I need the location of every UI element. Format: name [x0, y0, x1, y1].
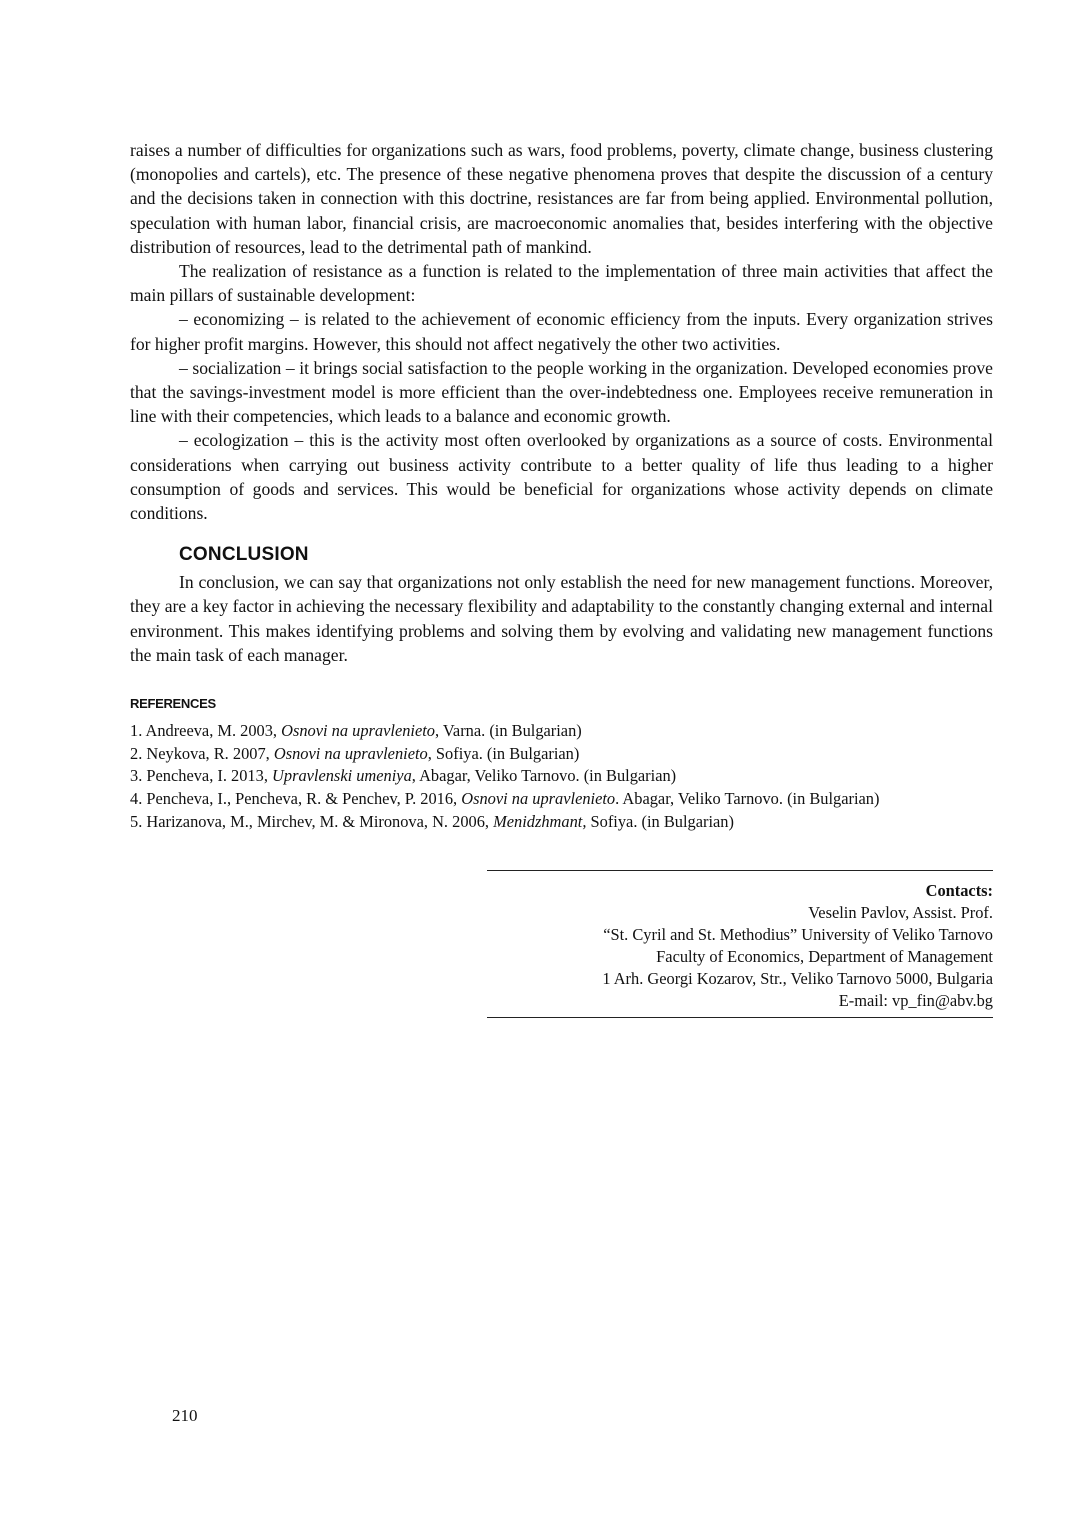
reference-title: Upravlenski umeniya — [272, 766, 412, 786]
references-list — [130, 720, 993, 833]
contact-university: “St. Cyril and St. Methodius” University of Veliko Tarnovo — [603, 925, 993, 944]
reference-authors: 2. Neykova, R. 2007, — [130, 743, 274, 763]
reference-title: Osnovi na upravlenieto — [461, 789, 616, 809]
reference-publisher: , Varna. (in Bulgarian) — [435, 721, 582, 741]
contact-name: Veselin Pavlov, Assist. Prof. — [808, 903, 993, 922]
contacts-title: Contacts: — [925, 881, 993, 900]
page-number: 210 — [172, 1406, 198, 1425]
references-heading: REFERENCES — [130, 696, 216, 712]
reference-item — [130, 811, 993, 834]
body-paragraph: – economizing – is related to the achievement of economic efficiency from the inputs. Every organization strives for higher profit margins. However, this should not affect negatively the other two activities. — [130, 309, 993, 354]
reference-title: Osnovi na upravlenieto — [281, 721, 436, 741]
reference-publisher: Sofiya. (in Bulgarian) — [586, 811, 734, 831]
reference-authors: 3. Pencheva, I. 2013, — [130, 766, 273, 786]
conclusion-paragraph: In conclusion, we can say that organizations not only establish the need for new management functions. Moreover, they are a key factor in achieving the necessary flexibility and adaptability to the constantly changing external and internal environment. This makes identifying problems and solving them by evolving and validating new management functions the main task of each manager. — [130, 572, 993, 665]
body-paragraph: – ecologization – this is the activity most often overlooked by organizations as a source of costs. Environmental considerations when carrying out business activity contribute to a better quality of life thus leading to a higher consumption of goods and services. This would be beneficial for organizations whose activity depends on climate conditions. — [130, 430, 993, 524]
body-paragraph: The realization of resistance as a function is related to the implementation of three main activities that affect the main pillars of sustainable development: — [130, 261, 993, 306]
body-paragraph: – socialization – it brings social satisfaction to the people working in the organization. Developed economies prove that the savings-investment model is more efficient than the over-indebtedness one. Employees receive remuneration in line with their competencies, which leads to a balance and economic growth. — [130, 357, 993, 427]
reference-publisher: . Abagar, Veliko Tarnovo. (in Bulgarian) — [615, 789, 880, 809]
main-text — [130, 138, 993, 833]
contact-email: E-mail: vp_fin@abv.bg — [838, 991, 993, 1010]
reference-publisher: , Abagar, Veliko Tarnovo. (in Bulgarian) — [411, 766, 677, 786]
reference-authors: 4. Pencheva, I., Pencheva, R. & Penchev, P. 2016, — [130, 789, 462, 809]
reference-item — [130, 788, 993, 811]
conclusion-heading: CONCLUSION — [179, 544, 309, 566]
reference-item — [130, 765, 993, 788]
contact-faculty: Faculty of Economics, Department of Management — [656, 947, 993, 966]
reference-item — [130, 720, 993, 743]
reference-authors: 1. Andreeva, M. 2003, — [130, 721, 282, 741]
reference-title: Osnovi na upravlenieto — [273, 743, 428, 763]
reference-title: Menidzhmant, — [493, 811, 587, 831]
reference-publisher: , Sofiya. (in Bulgarian) — [427, 743, 580, 763]
body-paragraph: raises a number of difficulties for organizations such as wars, food problems, poverty, climate change, business clustering (monopolies and cartels), etc. The presence of these negative phenomena proves that despite the discussion of a century and the decisions taken in connection with this doctrine, resistances are far from being applied. Environmental pollution, speculation with human labor, financial crisis, are macroeconomic anomalies that, besides interfering with the objective distribution of resources, lead to the detrimental path of mankind. — [130, 140, 993, 257]
contacts-block — [487, 870, 993, 1018]
reference-authors: 5. Harizanova, M., Mirchev, M. & Mironova, N. 2006, — [130, 811, 494, 831]
contact-address: 1 Arh. Georgi Kozarov, Str., Veliko Tarnovo 5000, Bulgaria — [602, 969, 993, 988]
reference-item — [130, 743, 993, 766]
